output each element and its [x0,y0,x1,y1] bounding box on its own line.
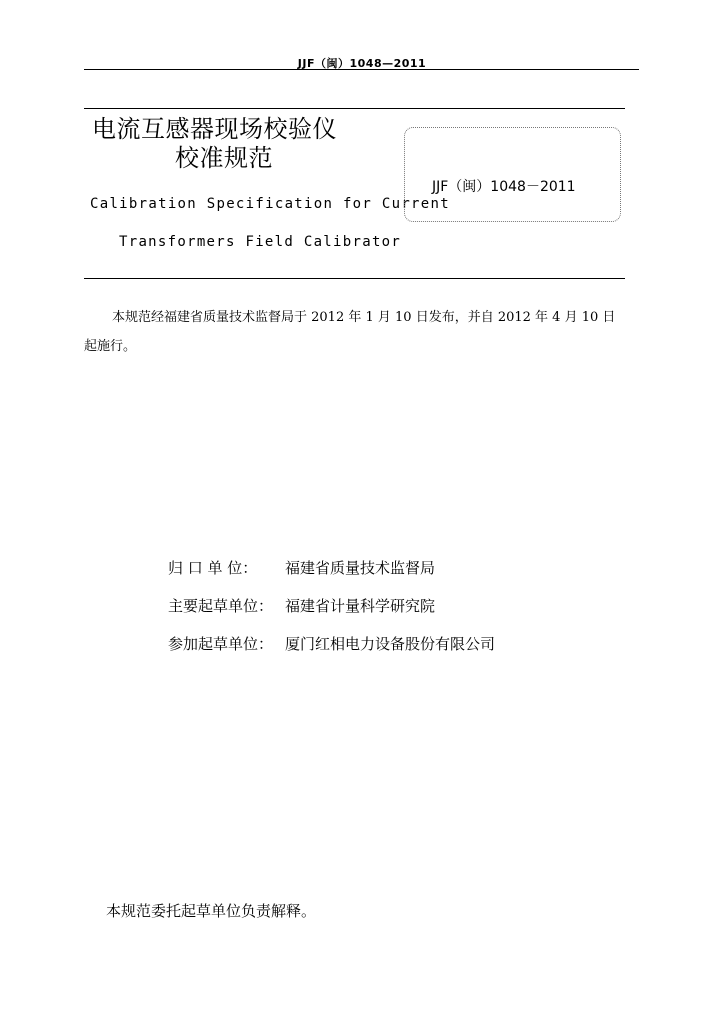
unit-value: 福建省质量技术监督局 [285,559,436,577]
spec-code-box [404,127,621,222]
header-doc-code: JJF（闽）1048—2011 [297,57,427,70]
title-en-line2: Transformers Field Calibrator [119,234,402,250]
title-zh-line2: 校准规范 [175,144,273,172]
title-bottom-divider [84,278,625,279]
title-zh-line1: 电流互感器现场校验仪 [92,115,337,143]
header-divider [84,69,639,70]
spec-code-text: JJF（闽）1048－2011 [432,179,576,195]
title-en-line1: Calibration Specification for Current [90,196,450,212]
unit-row-responsible [168,557,435,578]
unit-label: 主要起草单位： [168,597,274,615]
unit-value: 厦门红相电力设备股份有限公司 [285,635,496,653]
unit-row-participating-drafter [168,633,495,654]
notice-line2: 起施行。 [84,339,137,354]
unit-value: 福建省计量科学研究院 [285,597,436,615]
notice-line1: 本规范经福建省质量技术监督局于 2012 年 1 月 10 日发布，并自 2012 年 4 月 10 日 [112,310,616,325]
unit-label: 参加起草单位： [168,635,274,653]
unit-label: 归 口 单 位： [168,559,258,577]
unit-row-main-drafter [168,595,435,616]
footer-note: 本规范委托起草单位负责解释。 [106,902,317,920]
